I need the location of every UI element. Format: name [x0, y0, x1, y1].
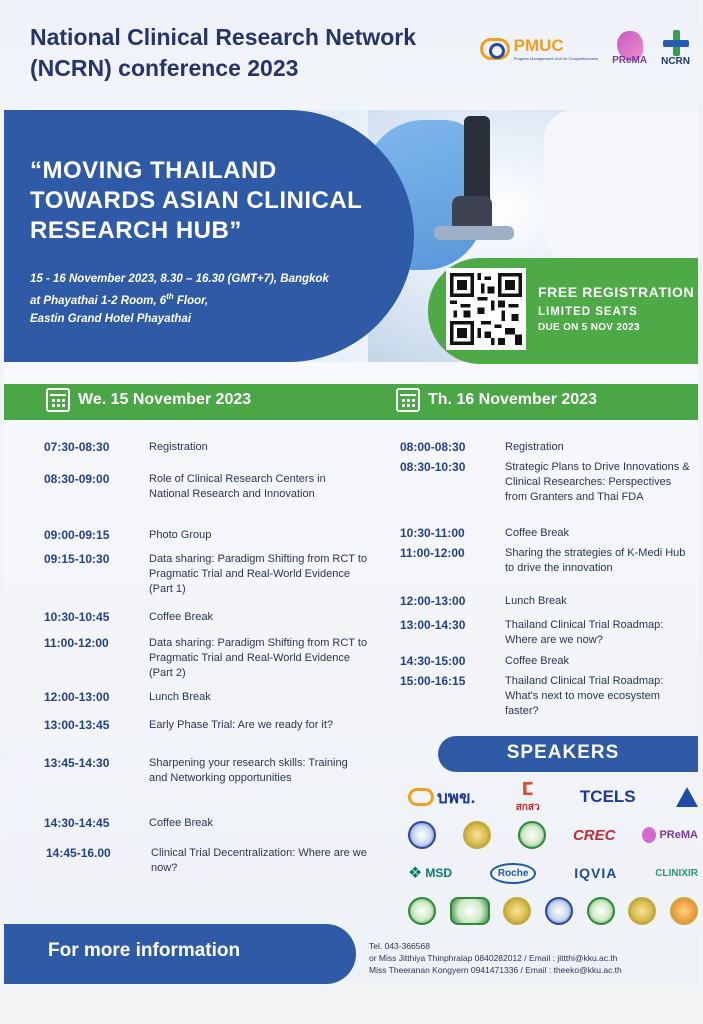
partner-logos	[480, 30, 690, 67]
page-title	[30, 22, 490, 84]
schedule-row: 12:00-13:00 Lunch Break	[44, 690, 211, 704]
schedule-row: 13:00-13:45 Early Phase Trial: Are we ready for it?	[44, 718, 334, 732]
ncrn-cross-icon	[663, 30, 689, 56]
contact-person-2: Miss Theeranan Kongyern 0941471336 / Email : theeko@kku.ac.th	[369, 965, 622, 975]
schedule-row: 15:00-16:15 Thailand Clinical Trial Roadmap: What's next to move ecosystem faster?	[400, 674, 664, 717]
schedule-row: 13:45-14:30 Sharpening your research skills: Training and Networking opportunities	[44, 756, 348, 784]
event-venue: Eastin Grand Hotel Phayathai	[30, 312, 192, 325]
schedule-row: 07:30-08:30 Registration	[44, 440, 208, 454]
schedule-row: 09:15-10:30 Data sharing: Paradigm Shifting from RCT to Pragmatic Trial and Real-World Evidence (Part 1)	[44, 552, 368, 595]
event-details	[30, 270, 400, 328]
contact-person-1: or Miss Jitthiya Thinphralap 0840282012 / Email : jittthi@kku.ac.th	[369, 953, 618, 963]
schedule-row: 11:00-12:00 Data sharing: Paradigm Shifting from RCT to Pragmatic Trial and Real-World Evidence (Part 2)	[44, 636, 368, 679]
clinixir-logo: CLINIXIR	[655, 867, 698, 879]
schedule-row: 08:00-08:30 Registration	[400, 440, 564, 454]
pmuc-bpk-logo: บพข.	[408, 784, 475, 811]
tcels-logo: TCELS	[579, 787, 636, 806]
day1-header	[46, 388, 251, 412]
foundation-seal-logo	[670, 897, 698, 925]
prema-logo: PReMA	[612, 31, 647, 66]
crec-logo: CREC	[572, 826, 616, 844]
event-room: at Phayathai 1-2 Room, 6th Floor,	[30, 292, 209, 307]
hospital-logo	[450, 897, 490, 925]
speaker-logos	[408, 778, 698, 930]
pmuc-ring-icon	[480, 38, 510, 60]
schedule-row: 09:00-09:15 Photo Group	[44, 528, 212, 542]
calendar-icon	[46, 388, 70, 412]
tsri-logo: ⵎ สกสว	[515, 779, 540, 813]
title-line-2: (NCRN) conference 2023	[30, 55, 299, 81]
institute-seal-logo	[628, 897, 656, 925]
medical-school-seal-logo	[545, 897, 573, 925]
schedule-row: 12:00-13:00 Lunch Break	[400, 594, 567, 608]
msd-logo: ❖ MSD	[408, 865, 453, 882]
pmuc-logo: PMUC Program Management Unit for Competitiveness	[480, 36, 598, 61]
university-seal-logo	[408, 897, 436, 925]
schedule-row: 08:30-10:30 Strategic Plans to Drive Innovations & Clinical Researches: Perspectives from Granters and Thai FDA	[400, 460, 690, 503]
limited-seats: LIMITED SEATS	[538, 306, 638, 318]
schedule-row: 14:30-15:00 Coffee Break	[400, 654, 570, 668]
theme-quote: “MOVING THAILAND TOWARDS ASIAN CLINICAL RESEARCH HUB”	[30, 157, 363, 244]
schedule-row: 10:30-11:00 Coffee Break	[400, 526, 570, 540]
calendar-icon	[396, 388, 420, 412]
roche-logo: Roche	[490, 863, 537, 884]
royal-seal-logo	[503, 897, 531, 925]
qr-code-icon	[450, 272, 522, 346]
registration-deadline: DUE ON 5 NOV 2023	[538, 322, 640, 333]
lab-coat	[544, 110, 698, 270]
schedule-row: 13:00-14:30 Thailand Clinical Trial Roadmap: Where are we now?	[400, 618, 664, 646]
day1-title: We. 15 November 2023	[78, 391, 252, 408]
schedule-row: 14:30-14:45 Coffee Break	[44, 816, 214, 830]
fda-seal-logo	[408, 821, 436, 849]
day2-header	[396, 388, 597, 412]
schedule-row: 11:00-12:00 Sharing the strategies of K-Medi Hub to drive the innovation	[400, 546, 686, 574]
event-date: 15 - 16 November 2023, 8.30 – 16.30 (GMT+7), Bangkok	[30, 273, 329, 285]
schedule-row: 14:45-16.00 Clinical Trial Decentralization: Where are we now?	[46, 846, 367, 874]
faculty-seal-logo	[587, 897, 615, 925]
day2-title: Th. 16 November 2023	[428, 391, 597, 408]
microscope-icon	[444, 116, 504, 256]
ministry-seal-logo	[463, 821, 491, 849]
prema-small-logo: PReMA	[642, 827, 698, 843]
agency-triangle-logo	[676, 787, 698, 807]
schedule-row: 10:30-10:45 Coffee Break	[44, 610, 214, 624]
contact-info	[369, 940, 698, 976]
moph-seal-logo	[518, 821, 546, 849]
registration-qr-code[interactable]	[446, 268, 526, 350]
title-line-1: National Clinical Research Network	[30, 24, 417, 50]
contact-tel: Tel. 043-366568	[369, 941, 430, 951]
more-info-title: For more information	[48, 940, 241, 961]
ncrn-logo: NCRN	[661, 30, 690, 67]
iqvia-logo: IQVIA	[574, 865, 618, 881]
schedule-row: 08:30-09:00 Role of Clinical Research Centers in National Research and Innovation	[44, 472, 326, 500]
registration-text	[538, 284, 694, 333]
conference-poster	[4, 0, 698, 984]
free-registration: FREE REGISTRATION	[538, 284, 695, 300]
speakers-title: SPEAKERS	[506, 742, 620, 763]
